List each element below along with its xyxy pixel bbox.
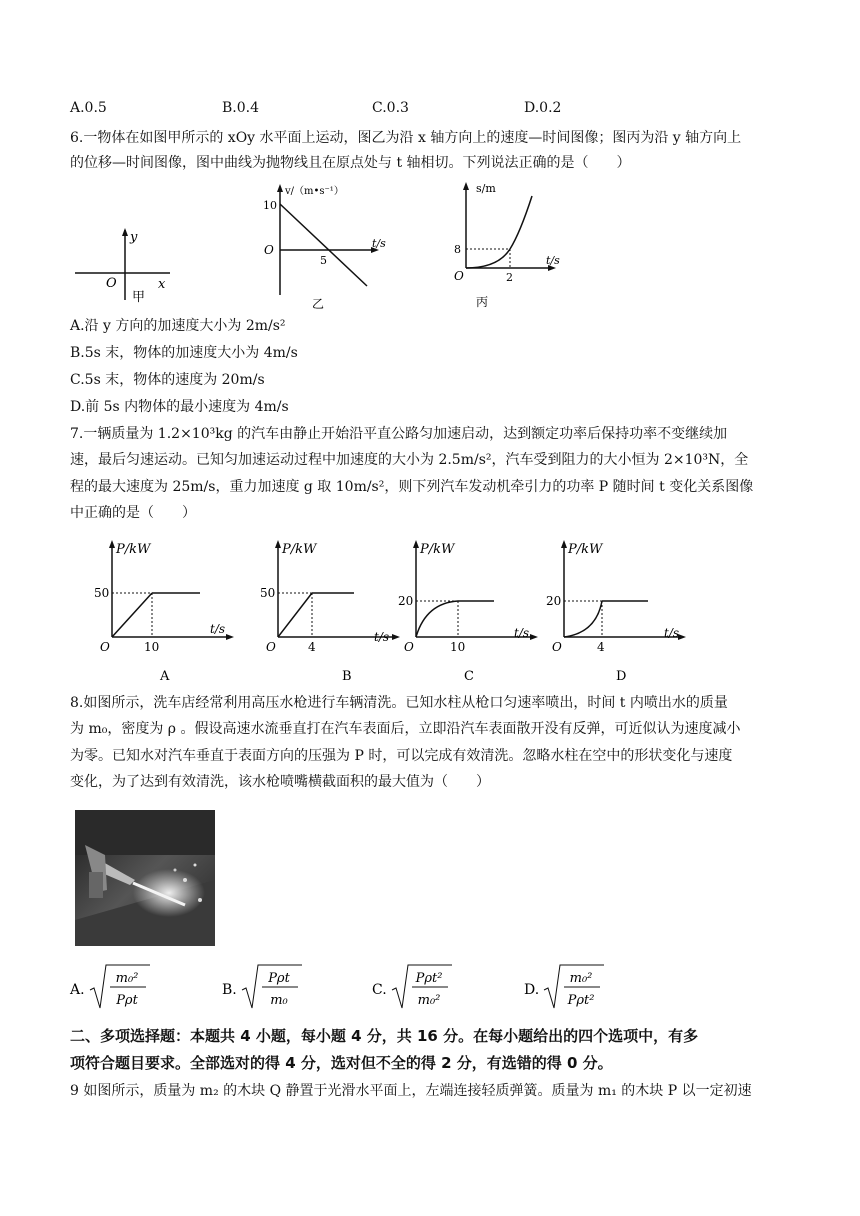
svg-text:B.: B.	[222, 982, 237, 998]
car-wash-photo	[75, 810, 215, 946]
svg-text:P/kW: P/kW	[568, 542, 603, 557]
yi-t0-label: 5	[320, 254, 327, 267]
q8-stem-line3: 为零。已知水对汽车垂直于表面方向的压强为 P 时，可以完成有效清洗。忽略水柱在空中的形状变化与速度	[70, 748, 733, 764]
q8-stem-line2: 为 m₀，密度为 ρ 。假设高速水流垂直打在汽车表面后，立即沿汽车表面散开没有反弹，可近似认为速度减小	[70, 721, 741, 737]
svg-text:20: 20	[398, 594, 414, 608]
q6-option-d[interactable]: D.前 5s 内物体的最小速度为 4m/s	[70, 399, 289, 415]
bing-origin: O	[454, 269, 464, 283]
q7-stem-line1: 7.一辆质量为 1.2×10³kg 的汽车由静止开始沿平直公路匀加速启动，达到额定功率后保持功率不变继续加	[70, 426, 728, 442]
svg-text:50: 50	[260, 586, 276, 600]
q6-figure-bing	[448, 178, 568, 313]
svg-text:t/s: t/s	[514, 626, 530, 640]
svg-text:4: 4	[597, 640, 605, 654]
svg-text:10: 10	[450, 640, 466, 654]
svg-text:P/kW: P/kW	[116, 542, 151, 557]
q8-option-d[interactable]	[524, 962, 644, 1012]
svg-text:O: O	[100, 640, 110, 654]
section2-heading-line1: 二、多项选择题：本题共 4 小题，每小题 4 分，共 16 分。在每小题给出的四个选项中，有多	[70, 1027, 699, 1045]
svg-text:t/s: t/s	[664, 626, 680, 640]
q8-stem-line4: 变化，为了达到有效清洗，该水枪喷嘴横截面积的最大值为（ ）	[70, 774, 490, 790]
svg-text:m₀: m₀	[270, 993, 288, 1008]
q8-stem-line1: 8.如图所示，洗车店经常利用高压水枪进行车辆清洗。已知水柱从枪口匀速率喷出，时间 t 内喷出水的质量	[70, 695, 728, 711]
q7-graph-a[interactable]	[92, 535, 242, 685]
svg-text:4: 4	[308, 640, 316, 654]
section2-heading-line2: 项符合题目要求。全部选对的得 4 分，选对但不全的得 2 分，有选错的得 0 分。	[70, 1054, 613, 1072]
q5-option-c[interactable]: C.0.3	[372, 100, 409, 116]
svg-text:O: O	[266, 640, 276, 654]
svg-text:C.: C.	[372, 982, 387, 998]
svg-text:m₀²: m₀²	[417, 993, 441, 1008]
svg-text:t/s: t/s	[210, 622, 226, 636]
svg-text:20: 20	[546, 594, 562, 608]
q7-stem-line2: 速，最后匀速运动。已知匀加速运动过程中加速度的大小为 2.5m/s²，汽车受到阻力的大小恒为 2×10³N，全	[70, 452, 749, 468]
bing-caption: 丙	[476, 295, 489, 309]
q5-option-b[interactable]: B.0.4	[222, 100, 260, 116]
yi-origin: O	[264, 243, 274, 257]
q8-option-a-formula	[70, 962, 190, 1012]
svg-text:D: D	[616, 669, 627, 684]
yi-velocity-line	[280, 204, 367, 286]
q7-stem-line3: 程的最大速度为 25m/s，重力加速度 g 取 10m/s²，则下列汽车发动机牵引力的功率 P 随时间 t 变化关系图像	[70, 479, 754, 495]
svg-text:A: A	[160, 669, 170, 684]
bing-t-label: 2	[506, 271, 513, 284]
svg-text:m₀²: m₀²	[569, 971, 593, 986]
svg-text:A.: A.	[70, 982, 85, 998]
q6-stem-line1: 6.一物体在如图甲所示的 xOy 水平面上运动，图乙为沿 x 轴方向上的速度—时间图像；图丙为沿 y 轴方向上	[70, 130, 742, 146]
q6-option-c[interactable]: C.5s 末，物体的速度为 20m/s	[70, 372, 265, 388]
svg-text:m₀²: m₀²	[115, 971, 139, 986]
svg-text:Pρt: Pρt	[268, 971, 290, 986]
bing-s-label: 8	[454, 243, 461, 256]
q9-stem-line1: 9 如图所示，质量为 m₂ 的木块 Q 静置于光滑水平面上，左端连接轻质弹簧。质量为 m₁ 的木块 P 以一定初速	[70, 1083, 752, 1099]
q5-option-d[interactable]: D.0.2	[524, 100, 562, 116]
q7-graph-c[interactable]	[396, 535, 546, 685]
svg-text:Pρt: Pρt	[116, 993, 138, 1008]
svg-text:10: 10	[144, 640, 160, 654]
yi-y-label: v/（m•s⁻¹）	[285, 186, 344, 197]
yi-x-label: t/s	[372, 237, 386, 250]
svg-text:B: B	[342, 669, 352, 684]
q6-option-b[interactable]: B.5s 末，物体的加速度大小为 4m/s	[70, 345, 298, 361]
svg-text:P/kW: P/kW	[282, 542, 317, 557]
q8-option-c[interactable]	[372, 962, 492, 1012]
q5-option-a[interactable]: A.0.5	[70, 100, 107, 116]
q8-option-d-formula	[524, 962, 644, 1012]
svg-text:O: O	[404, 640, 414, 654]
jia-origin: O	[106, 276, 117, 291]
svg-text:50: 50	[94, 586, 110, 600]
jia-x-label: x	[158, 277, 166, 292]
q7-graph-d[interactable]	[546, 535, 700, 685]
bing-parabola	[466, 196, 532, 268]
svg-text:D.: D.	[524, 982, 540, 998]
q8-option-b[interactable]	[222, 962, 342, 1012]
q7-graph-b[interactable]	[258, 535, 408, 685]
q6-option-a[interactable]: A.沿 y 方向的加速度大小为 2m/s²	[70, 318, 286, 334]
svg-text:C: C	[464, 669, 474, 684]
jia-y-label: y	[130, 230, 138, 245]
bing-y-label: s/m	[476, 182, 496, 195]
svg-text:Pρt²: Pρt²	[567, 993, 595, 1008]
yi-caption: 乙	[312, 297, 325, 311]
q6-figure-jia	[70, 225, 180, 305]
bing-x-label: t/s	[546, 254, 560, 267]
svg-text:P/kW: P/kW	[420, 542, 455, 557]
svg-text:Pρt²: Pρt²	[415, 971, 443, 986]
q8-option-b-formula	[222, 962, 342, 1012]
q6-figure-yi	[255, 180, 405, 312]
svg-text:t/s: t/s	[374, 630, 390, 644]
q8-option-c-formula	[372, 962, 492, 1012]
svg-text:O: O	[552, 640, 562, 654]
q6-stem-line2: 的位移—时间图像，图中曲线为抛物线且在原点处与 t 轴相切。下列说法正确的是（ ）	[70, 155, 631, 171]
jia-caption: 甲	[132, 290, 146, 305]
q8-option-a[interactable]	[70, 962, 190, 1012]
q7-stem-line4: 中正确的是（ ）	[70, 505, 196, 521]
yi-v0-label: 10	[263, 199, 277, 212]
